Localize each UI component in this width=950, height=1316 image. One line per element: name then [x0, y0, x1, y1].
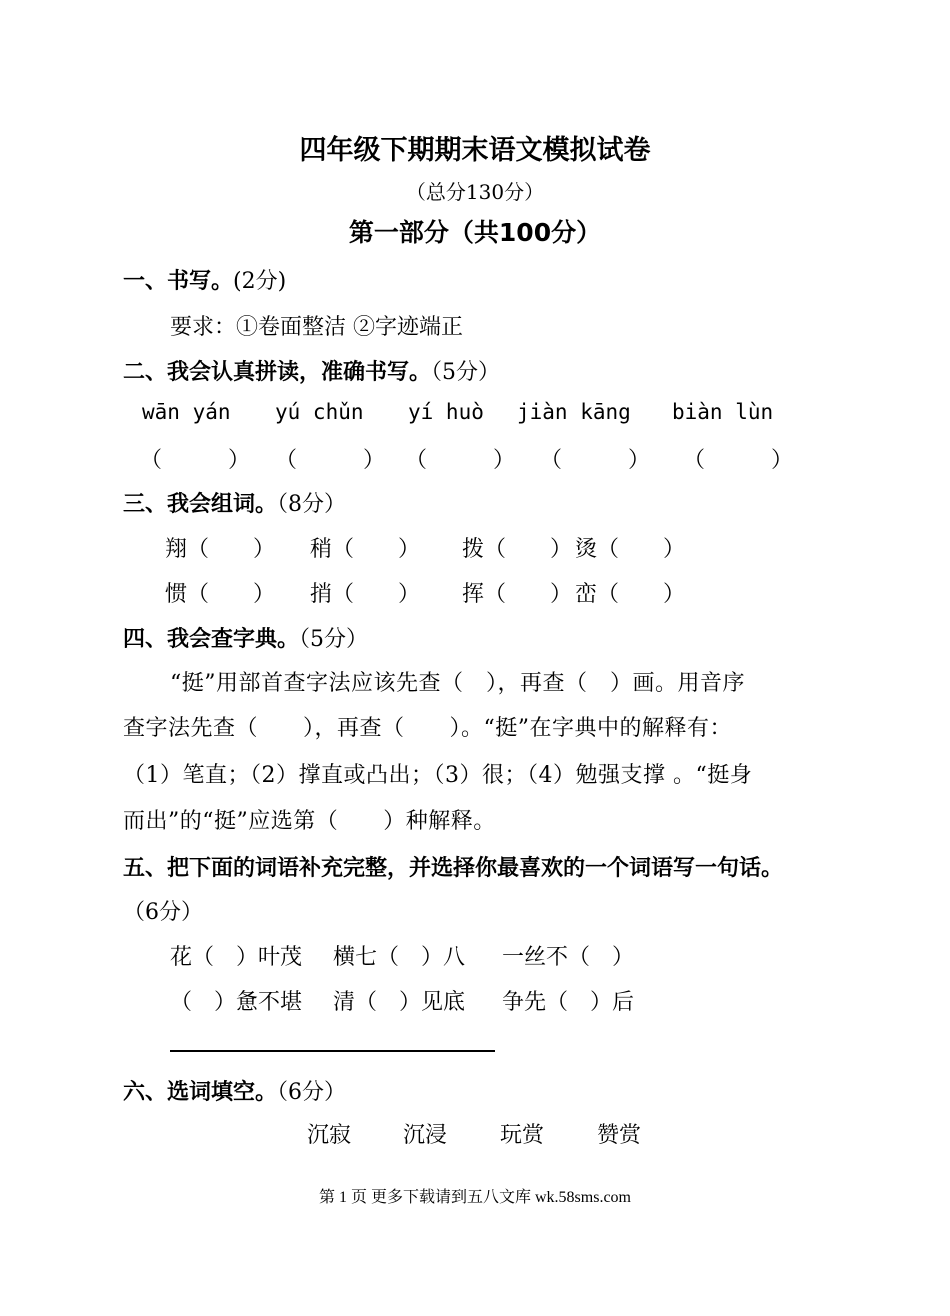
section-4-heading [123, 622, 368, 653]
word-group-item[interactable]: 稍（ ） [310, 537, 421, 562]
section-5-score: （6分） [123, 900, 203, 925]
answer-blank[interactable]: （ ） [540, 448, 651, 473]
pinyin-item: biàn lùn [672, 400, 774, 424]
word-choice: 赞赏 [597, 1123, 642, 1148]
section-3-title: 三、我会组词。 [123, 491, 278, 517]
paragraph-line: （1）笔直；（2）撑直或凸出；（3）很；（4）勉强支撑 。“挺身 [123, 763, 753, 788]
section-3-heading [123, 487, 346, 518]
section-2-heading [123, 355, 500, 386]
section-3-score: （8分） [277, 492, 347, 517]
paragraph-line: “挺”用部首查字法应该先查（ ），再查（ ）画。用音序 [170, 671, 745, 696]
section-6-score: （6分） [277, 1080, 347, 1105]
pinyin-item: yú chǔn [275, 400, 364, 424]
section-1-score: (2分) [233, 269, 287, 294]
section-6-title: 六、选词填空。 [123, 1079, 278, 1105]
answer-blank[interactable]: （ ） [140, 448, 251, 473]
section-1-requirement: 要求：①卷面整洁 ②字迹端正 [170, 315, 463, 340]
idiom-item[interactable]: 争先（ ）后 [502, 990, 635, 1015]
idiom-item[interactable]: 一丝不（ ） [502, 945, 635, 970]
idiom-item[interactable]: 花（ ）叶茂 [170, 945, 303, 970]
word-choice: 沉浸 [403, 1123, 448, 1148]
pinyin-item: yí huò [408, 400, 484, 424]
section-5-heading: 五、把下面的词语补充完整，并选择你最喜欢的一个词语写一句话。 [123, 855, 784, 881]
word-group-item[interactable]: 烫（ ） [575, 537, 686, 562]
section-2-score: （5分） [431, 360, 501, 385]
word-group-item[interactable]: 挥（ ） [462, 582, 573, 607]
section-2-title: 二、我会认真拼读，准确书写。 [123, 359, 432, 385]
idiom-item[interactable]: （ ）惫不堪 [170, 990, 303, 1015]
part-title: 第一部分（共100分） [348, 218, 602, 247]
paragraph-line: 而出”的“挺”应选第（ ）种解释。 [123, 809, 496, 834]
answer-blank[interactable]: （ ） [405, 448, 516, 473]
word-group-item[interactable]: 拨（ ） [462, 537, 573, 562]
sentence-answer-line[interactable] [170, 1050, 495, 1052]
paragraph-line: 查字法先查（ ），再查（ ）。“挺”在字典中的解释有： [123, 716, 732, 741]
page-footer: 第 1 页 更多下载请到五八文库 wk.58sms.com [318, 1189, 631, 1206]
word-group-item[interactable]: 翔（ ） [165, 537, 276, 562]
word-group-item[interactable]: 峦（ ） [575, 582, 686, 607]
pinyin-item: jiàn kāng [517, 400, 631, 424]
word-group-item[interactable]: 惯（ ） [165, 582, 276, 607]
exam-title: 四年级下期期末语文模拟试卷 [299, 135, 651, 166]
section-6-heading [123, 1075, 346, 1106]
word-group-item[interactable]: 捎（ ） [310, 582, 421, 607]
idiom-item[interactable]: 清（ ）见底 [333, 990, 466, 1015]
section-1-heading [123, 264, 286, 295]
section-4-title: 四、我会查字典。 [123, 626, 300, 652]
word-choice: 玩赏 [500, 1123, 545, 1148]
exam-subtitle: （总分130分） [405, 180, 545, 204]
answer-blank[interactable]: （ ） [683, 448, 794, 473]
word-choice: 沉寂 [307, 1123, 352, 1148]
answer-blank[interactable]: （ ） [275, 448, 386, 473]
pinyin-item: wān yán [142, 400, 231, 424]
section-4-score: （5分） [299, 627, 369, 652]
idiom-item[interactable]: 横七（ ）八 [333, 945, 466, 970]
section-1-title: 一、书写。 [123, 268, 234, 294]
